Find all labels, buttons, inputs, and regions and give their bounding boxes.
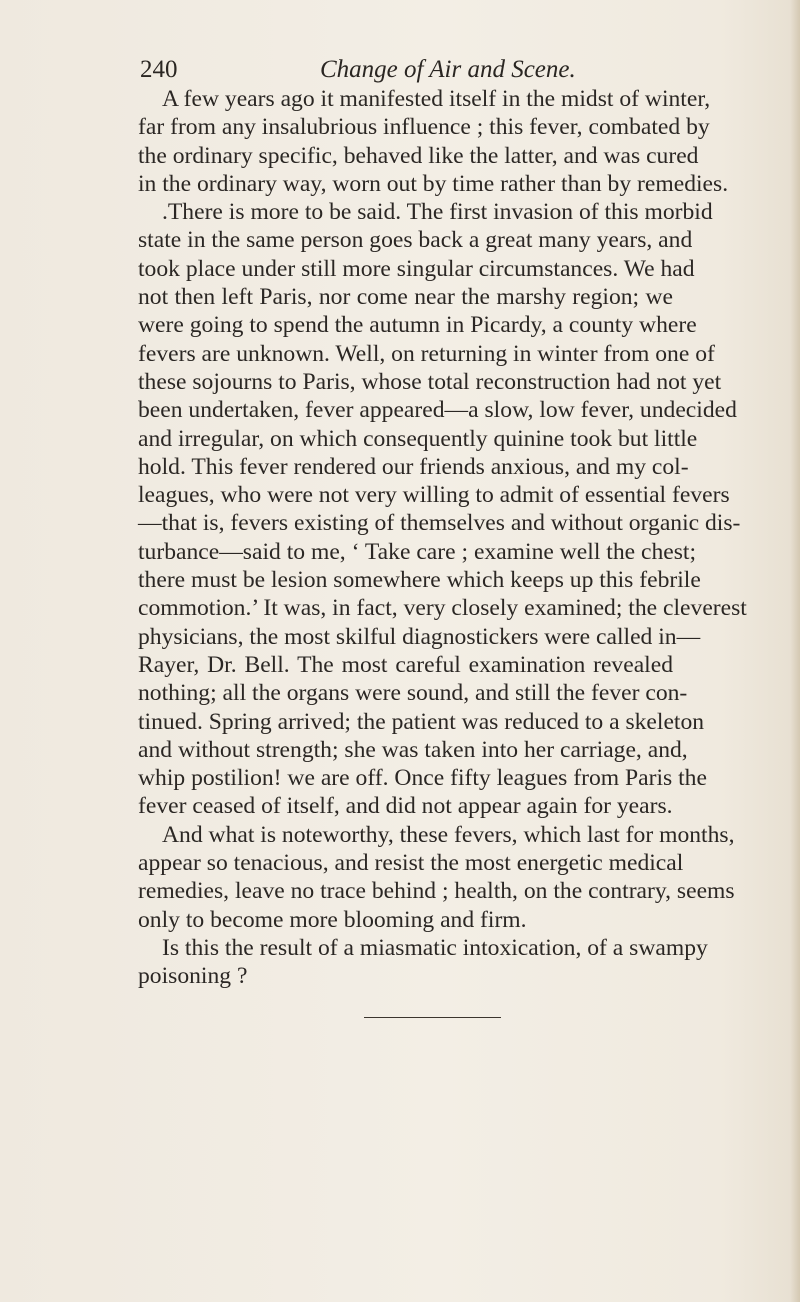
page-header (140, 52, 660, 88)
text-line: appear so tenacious, and resist the most energetic medical (138, 850, 684, 877)
text-line: Rayer, Dr. Bell. The most careful examination revealed (138, 651, 673, 678)
text-line: and irregular, on which consequently quinine took but little (138, 425, 698, 452)
text-line: nothing; all the organs were sound, and still the fever con- (138, 680, 688, 707)
text-line: Is this the result of a miasmatic intoxication, of a swampy (162, 934, 708, 961)
text-line: And what is noteworthy, these fevers, which last for months, (162, 821, 735, 848)
body-text (138, 85, 747, 991)
text-line: and without strength; she was taken into her carriage, and, (138, 736, 688, 763)
text-line: tinued. Spring arrived; the patient was reduced to a skeleton (138, 708, 705, 735)
text-line: physicians, the most skilful diagnostickers were called in— (138, 623, 701, 650)
text-line: fever ceased of itself, and did not appear again for years. (138, 793, 673, 820)
text-line: been undertaken, fever appeared—a slow, low fever, undecided (138, 397, 737, 424)
text-line: hold. This fever rendered our friends anxious, and my col- (138, 453, 689, 480)
text-line: in the ordinary way, worn out by time rather than by remedies. (138, 170, 729, 197)
text-line: far from any insalubrious influence ; this fever, combated by (138, 114, 710, 141)
running-title: Change of Air and Scene. (320, 56, 576, 83)
section-rule (364, 1017, 501, 1018)
text-line: poisoning ? (138, 963, 248, 990)
text-line: there must be lesion somewhere which keeps up this febrile (138, 567, 701, 594)
text-line: were going to spend the autumn in Picardy, a county where (138, 312, 697, 339)
text-line: turbance—said to me, ‘ Take care ; examine well the chest; (138, 538, 697, 565)
text-line: state in the same person goes back a great many years, and (138, 227, 693, 254)
text-line: commotion.’ It was, in fact, very closely examined; the cleverest (138, 595, 747, 622)
text-line: fevers are unknown. Well, on returning in winter from one of (138, 340, 715, 367)
text-line: the ordinary specific, behaved like the latter, and was cured (138, 142, 699, 169)
text-line: only to become more blooming and firm. (138, 906, 527, 933)
text-line: whip postilion! we are off. Once fifty leagues from Paris the (138, 765, 707, 792)
page-edge-shadow (790, 0, 800, 1302)
text-line: these sojourns to Paris, whose total reconstruction had not yet (138, 368, 722, 395)
text-line: took place under still more singular circumstances. We had (138, 255, 695, 282)
text-line: leagues, who were not very willing to admit of essential fevers (138, 482, 730, 509)
text-line: remedies, leave no trace behind ; health, on the contrary, seems (138, 878, 735, 905)
text-line: not then left Paris, nor come near the marshy region; we (138, 284, 673, 311)
text-line: A few years ago it manifested itself in the midst of winter, (162, 86, 711, 112)
text-line: .There is more to be said. The first invasion of this morbid (162, 199, 713, 226)
text-line: —that is, fevers existing of themselves and without organic dis- (138, 510, 741, 537)
page-number: 240 (140, 56, 178, 83)
